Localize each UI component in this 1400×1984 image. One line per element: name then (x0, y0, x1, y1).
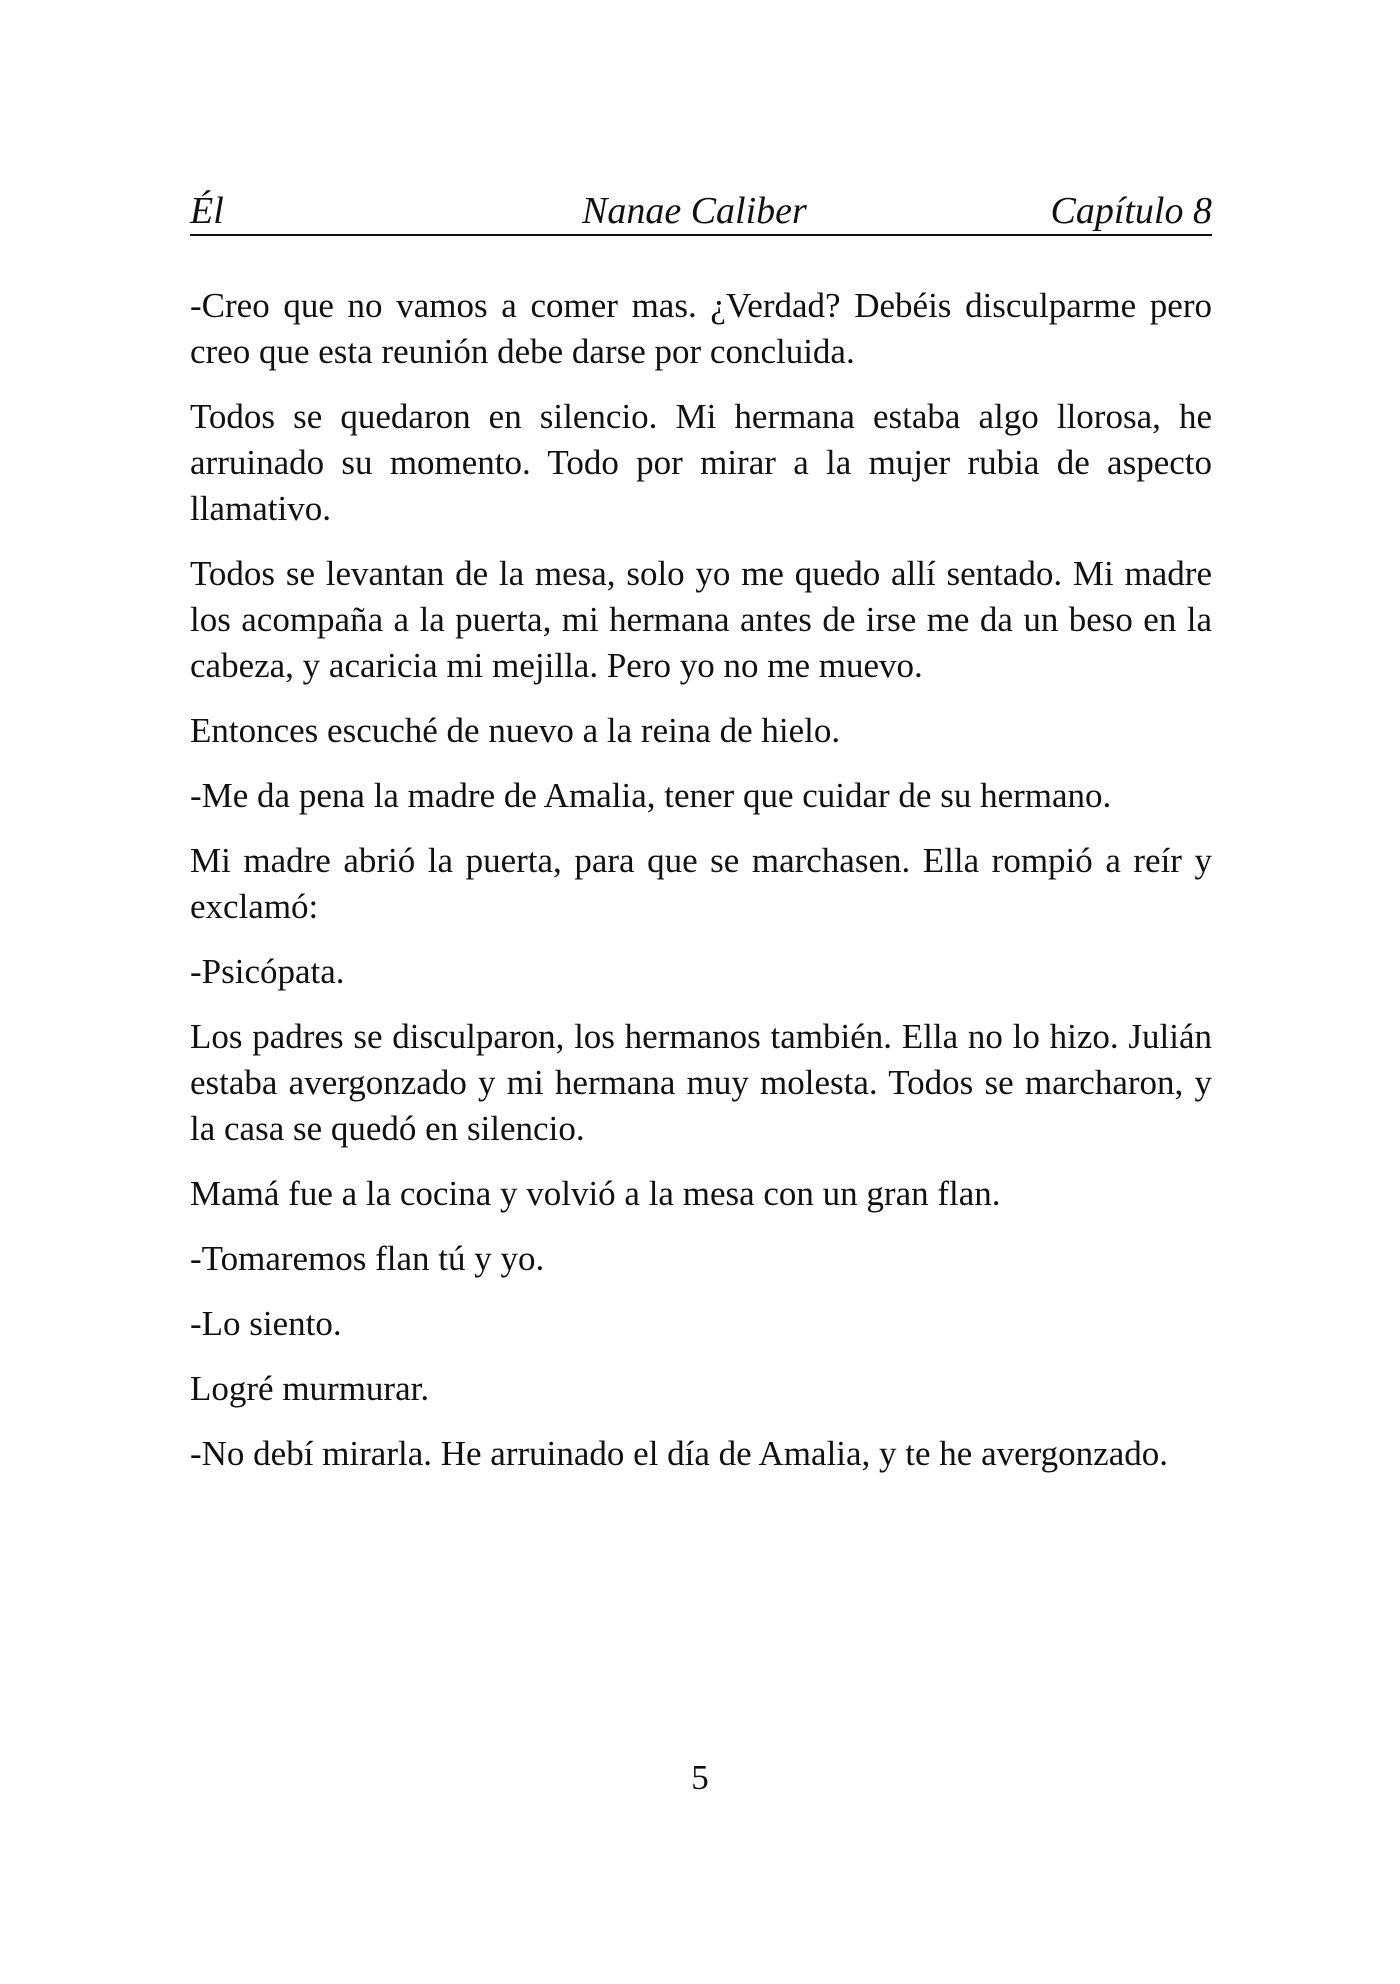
paragraph: -Creo que no vamos a comer mas. ¿Verdad? Debéis disculparme pero creo que esta reunión debe darse por concluida. (190, 286, 1212, 371)
paragraph: Mamá fue a la cocina y volvió a la mesa con un gran flan. (190, 1174, 1001, 1213)
paragraph: -No debí mirarla. He arruinado el día de Amalia, y te he avergonzado. (190, 1434, 1169, 1473)
paragraph: -Me da pena la madre de Amalia, tener que cuidar de su hermano. (190, 776, 1112, 815)
book-title: Él (190, 190, 224, 232)
paragraph: Los padres se disculparon, los hermanos también. Ella no lo hizo. Julián estaba avergonzado y mi hermana muy molesta. Todos se marcharon, y la casa se quedó en silencio. (190, 1017, 1212, 1148)
paragraph: -Psicópata. (190, 952, 345, 991)
paragraph: Entonces escuché de nuevo a la reina de hielo. (190, 711, 841, 750)
paragraph: Todos se quedaron en silencio. Mi hermana estaba algo llorosa, he arruinado su momento. Todo por mirar a la mujer rubia de aspecto llamativo. (190, 397, 1212, 528)
paragraph: -Tomaremos flan tú y yo. (190, 1239, 545, 1278)
paragraph: Logré murmurar. (190, 1369, 430, 1408)
author-name: Nanae Caliber (582, 190, 807, 232)
paragraph: Mi madre abrió la puerta, para que se marchasen. Ella rompió a reír y exclamó: (190, 841, 1212, 926)
paragraph: Todos se levantan de la mesa, solo yo me quedo allí sentado. Mi madre los acompaña a la puerta, mi hermana antes de irse me da un beso en la cabeza, y acaricia mi mejilla. Pero yo no me muevo. (190, 554, 1212, 685)
paragraph: -Lo siento. (190, 1304, 342, 1343)
body-text (190, 283, 1212, 1496)
chapter-label: Capítulo 8 (1050, 190, 1212, 232)
running-header (190, 188, 1212, 236)
page-number: 5 (691, 1758, 709, 1797)
